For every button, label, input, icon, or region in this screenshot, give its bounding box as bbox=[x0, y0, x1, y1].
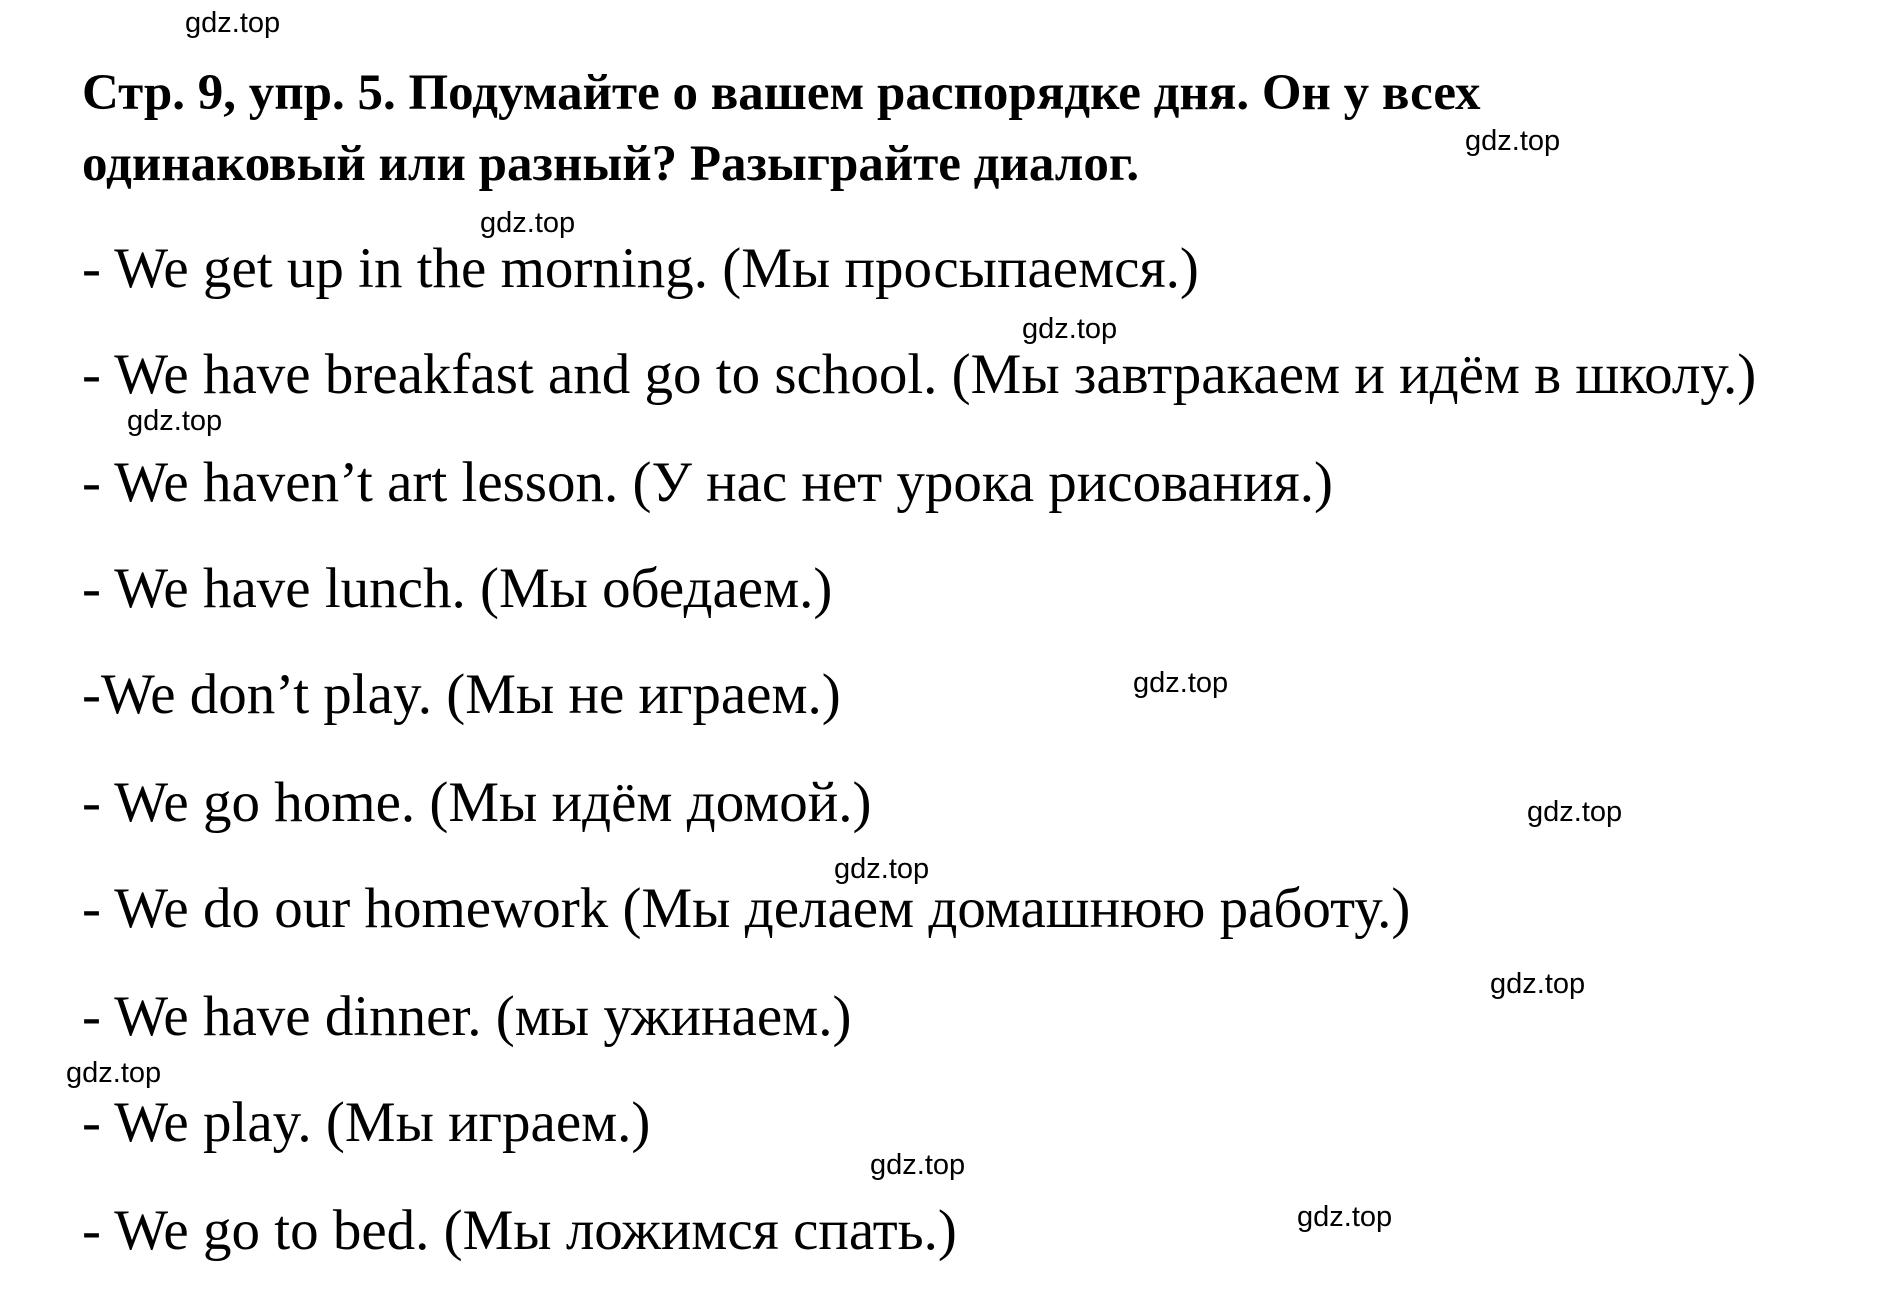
watermark: gdz.top bbox=[185, 7, 281, 39]
watermark: gdz.top bbox=[1022, 313, 1118, 345]
watermark: gdz.top bbox=[870, 1149, 966, 1181]
dialog-line-4: - We have lunch. (Мы обедаем.) bbox=[82, 557, 833, 620]
dialog-line-5: -We don’t play. (Мы не играем.) bbox=[82, 663, 841, 726]
dialog-line-7: - We do our homework (Мы делаем домашнюю работу.) bbox=[82, 877, 1411, 940]
watermark: gdz.top bbox=[127, 405, 223, 437]
exercise-title: Стр. 9, упр. 5. Подумайте о вашем распорядке дня. Он у всех одинаковый или разный? Разыграйте диалог. bbox=[82, 65, 1481, 192]
watermark: gdz.top bbox=[480, 207, 576, 239]
dialog-line-1: - We get up in the morning. (Мы просыпаемся.) bbox=[82, 237, 1199, 300]
watermark: gdz.top bbox=[1133, 667, 1229, 699]
dialog-line-10: - We go to bed. (Мы ложимся спать.) bbox=[82, 1199, 957, 1262]
dialog-line-9: - We play. (Мы играем.) bbox=[82, 1091, 651, 1154]
watermark: gdz.top bbox=[1297, 1201, 1393, 1233]
dialog-line-8: - We have dinner. (мы ужинаем.) bbox=[82, 985, 852, 1048]
dialog-line-3: - We haven’t art lesson. (У нас нет урока рисования.) bbox=[82, 451, 1333, 514]
dialog-line-6: - We go home. (Мы идём домой.) bbox=[82, 771, 872, 834]
watermark: gdz.top bbox=[66, 1057, 162, 1089]
watermark: gdz.top bbox=[1490, 968, 1586, 1000]
watermark: gdz.top bbox=[1527, 796, 1623, 828]
watermark: gdz.top bbox=[834, 853, 930, 885]
dialog-line-2: - We have breakfast and go to school. (Мы завтракаем и идём в школу.) bbox=[82, 343, 1757, 406]
watermark: gdz.top bbox=[1465, 125, 1561, 157]
